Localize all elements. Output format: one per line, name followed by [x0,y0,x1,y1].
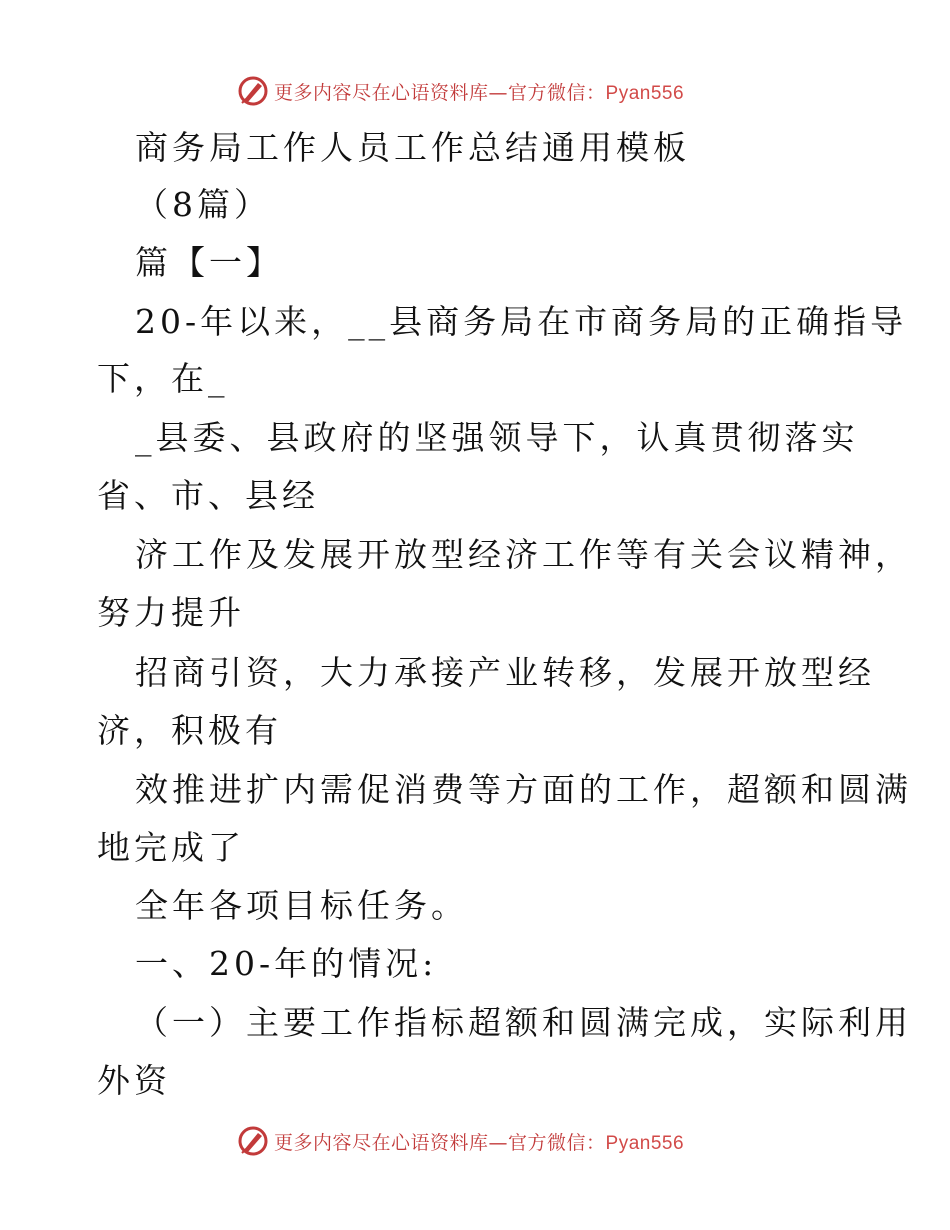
header-watermark [236,74,684,108]
doc-title: 商务局工作人员工作总结通用模板 [135,128,690,167]
paragraph-line: 外资 [97,1061,171,1100]
watermark-label: 更多内容尽在心语资料库—官方微信：Pyan556 [274,1131,685,1154]
paragraph-line: 效推进扩内需促消费等方面的工作，超额和圆满 [135,770,912,809]
paragraph-line: 努力提升 [97,593,245,632]
paragraph-line: 济工作及发展开放型经济工作等有关会议精神， [135,535,912,574]
feather-quill-logo-icon [236,74,270,108]
paragraph-line: 招商引资，大力承接产业转移，发展开放型经 [135,653,875,692]
paragraph-line: 省、市、县经 [97,476,319,515]
paragraph-line: 20-年以来，__县商务局在市商务局的正确指导 [135,302,908,341]
paragraph-line: 全年各项目标任务。 [135,886,468,925]
paragraph-line: （一）主要工作指标超额和圆满完成，实际利用 [135,1003,912,1042]
paragraph-line: 下，在_ [97,359,229,398]
watermark-label: 更多内容尽在心语资料库—官方微信：Pyan556 [274,81,685,104]
paragraph-line: _县委、县政府的坚强领导下，认真贯彻落实 [135,418,859,457]
feather-quill-logo-icon [236,1124,270,1158]
paragraph-line: 济，积极有 [97,711,282,750]
section-subheading: 一、20-年的情况: [135,944,438,983]
footer-watermark [236,1124,684,1158]
paragraph-line: 地完成了 [97,828,245,867]
doc-subtitle: （8篇） [135,185,271,224]
section-heading: 篇【一】 [135,243,283,282]
